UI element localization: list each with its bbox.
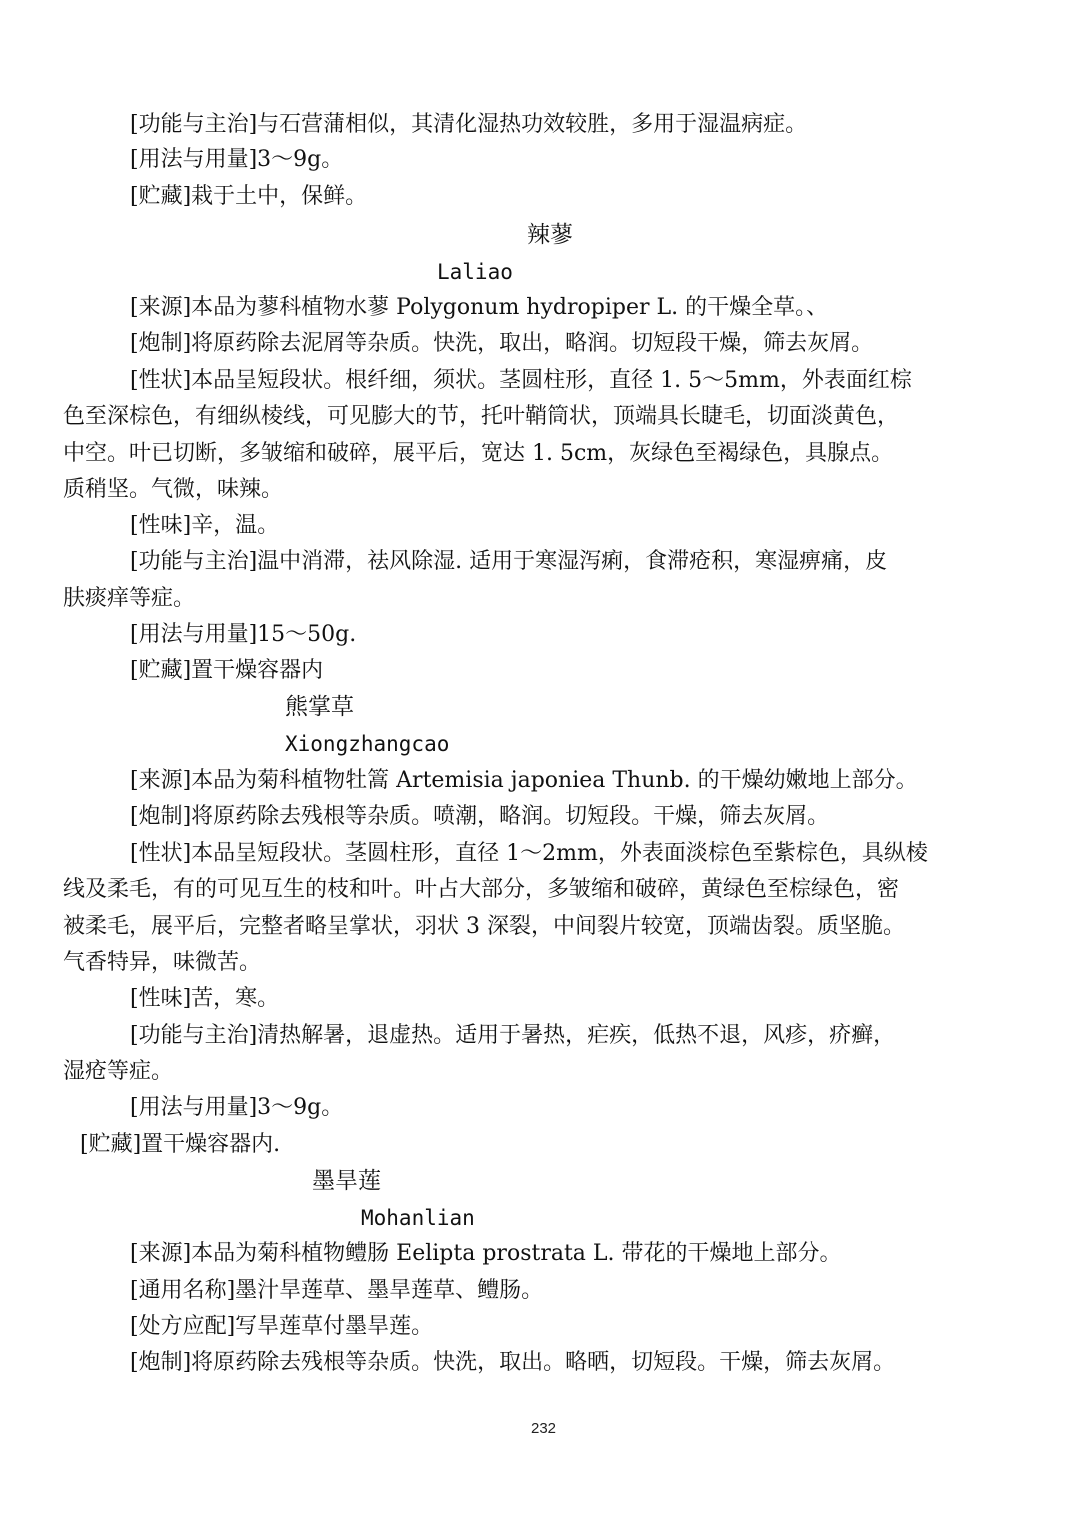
text-line: [处方应配]写旱莲草付墨旱莲。	[130, 1314, 434, 1339]
text-line: [用法与用量]3～9g。	[130, 1095, 344, 1120]
text-line: 肤痰痒等症。	[63, 586, 196, 611]
entry-title-mohanlian: 墨旱莲	[312, 1168, 381, 1194]
text-line: [功能与主治]温中消滞，祛风除湿. 适用于寒湿泻痢，食滞疮积，寒湿痹痛，皮	[130, 549, 888, 574]
text-line: 线及柔毛，有的可见互生的枝和叶。叶占大部分，多皱缩和破碎，黄绿色至棕绿色，密	[63, 877, 900, 902]
text-line: [性状]本品呈短段状。茎圆柱形，直径 1～2mm，外表面淡棕色至紫棕色，具纵棱	[130, 841, 928, 866]
entry-title-xiongzhangcao: 熊掌草	[285, 694, 354, 720]
text-line: [炮制]将原药除去残根等杂质。喷潮，略润。切短段。干燥，筛去灰屑。	[130, 804, 830, 829]
text-line: [用法与用量]15～50g.	[130, 622, 357, 647]
text-line: 气香特异，味微苦。	[63, 950, 262, 975]
text-line: [性味]辛，温。	[130, 513, 280, 538]
entry-pinyin-xiongzhangcao: Xiongzhangcao	[285, 732, 450, 756]
text-line: 质稍坚。气微，味辣。	[63, 477, 284, 502]
text-line: 湿疮等症。	[63, 1059, 174, 1084]
text-line: [来源]本品为菊科植物牡篙 Artemisia japoniea Thunb. 的干燥幼嫩地上部分。	[130, 768, 918, 793]
page-number: 232	[530, 1420, 557, 1437]
text-line: [性味]苦，寒。	[130, 986, 280, 1011]
text-line: [用法与用量]3～9g。	[130, 147, 344, 172]
entry-pinyin-laliao: Laliao	[437, 260, 513, 284]
text-line: [贮藏]置干燥容器内	[130, 658, 324, 683]
text-line: [功能与主治]与石营蒲相似，其清化湿热功效较胜，多用于湿温病症。	[130, 112, 808, 137]
entry-title-laliao: 辣蓼	[527, 222, 573, 248]
text-line: [炮制]将原药除去残根等杂质。快洗，取出。略晒，切短段。干燥，筛去灰屑。	[130, 1350, 896, 1375]
text-line: [性状]本品呈短段状。根纤细，须状。茎圆柱形，直径 1. 5～5mm，外表面红棕	[130, 368, 912, 393]
text-line: [贮藏]置干燥容器内.	[80, 1132, 281, 1157]
text-line: [通用名称]墨汁旱莲草、墨旱莲草、鳢肠。	[130, 1278, 544, 1303]
text-line: 中空。叶已切断，多皱缩和破碎，展平后，宽达 1. 5cm，灰绿色至褐绿色，具腺点。	[63, 441, 894, 466]
text-line: [来源]本品为菊科植物鳢肠 Eelipta prostrata L. 带花的干燥地上部分。	[130, 1241, 842, 1266]
text-line: 色至深棕色，有细纵棱线，可见膨大的节，托叶鞘筒状，顶端具长睫毛，切面淡黄色，	[63, 404, 900, 429]
text-line: [功能与主治]清热解暑，退虚热。适用于暑热，疟疾，低热不退，风疹，疥癣，	[130, 1023, 896, 1048]
text-line: [炮制]将原药除去泥屑等杂质。快洗，取出，略润。切短段干燥，筛去灰屑。	[130, 331, 874, 356]
text-line: 被柔毛，展平后，完整者略呈掌状，羽状 3 深裂，中间裂片较宽，顶端齿裂。质坚脆。	[63, 914, 905, 939]
entry-pinyin-mohanlian: Mohanlian	[361, 1206, 475, 1230]
text-line: [贮藏]栽于土中，保鲜。	[130, 184, 368, 209]
text-line: [来源]本品为蓼科植物水蓼 Polygonum hydropiper L. 的干燥全草。、	[130, 295, 829, 320]
